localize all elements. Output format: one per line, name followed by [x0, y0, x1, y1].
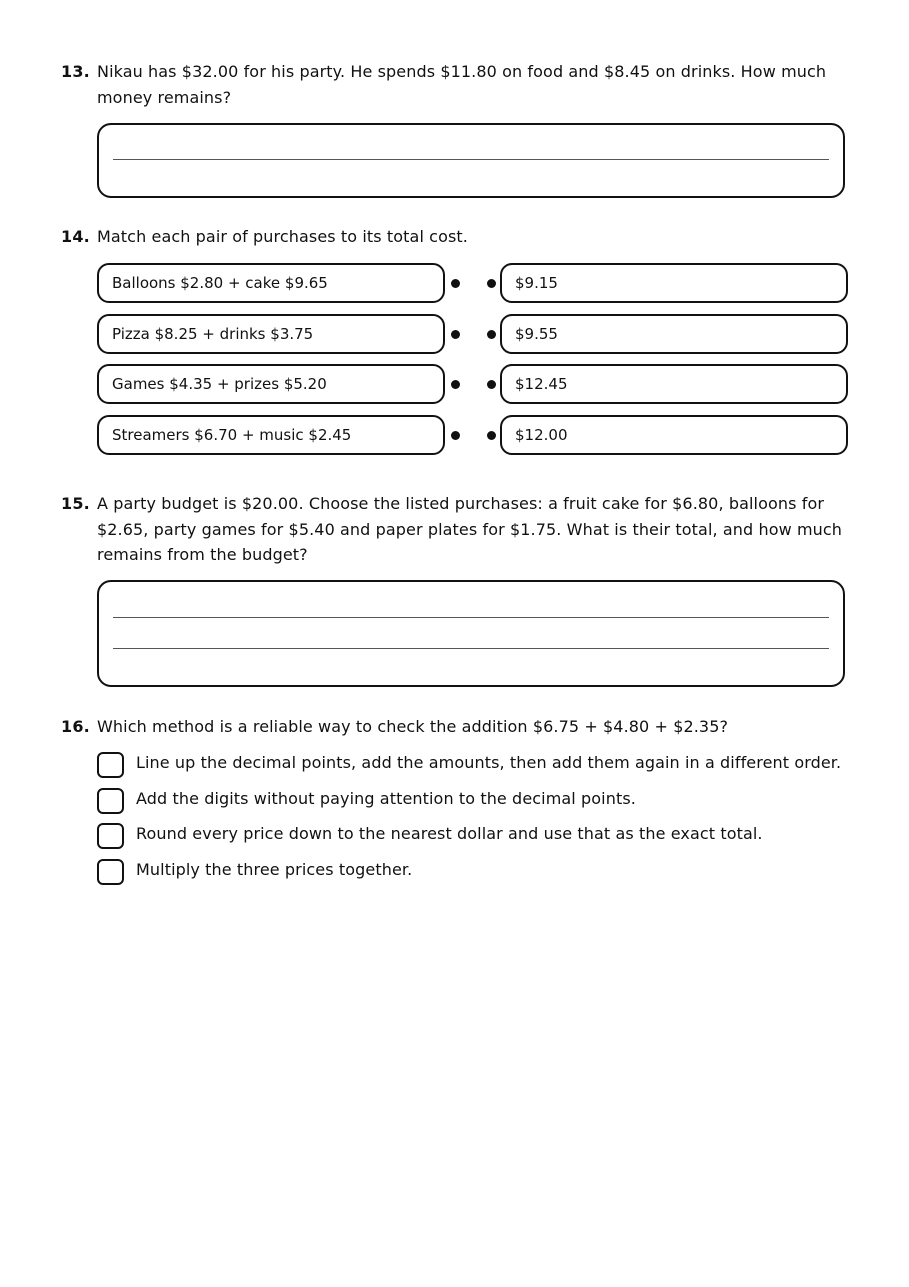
- match-left-dot-1[interactable]: [451, 279, 460, 288]
- option-1-label: Line up the decimal points, add the amounts, then add them again in a different order.: [136, 753, 842, 772]
- option-4-label: Multiply the three prices together.: [136, 860, 413, 879]
- match-right-dot-1[interactable]: [487, 279, 496, 288]
- option-2-label: Add the digits without paying attention to the decimal points.: [136, 789, 636, 808]
- question-16-text: Which method is a reliable way to check the addition $6.75 + $4.80 + $2.35?: [97, 717, 729, 736]
- question-15-answer-box[interactable]: [97, 580, 845, 687]
- option-4-checkbox[interactable]: [97, 859, 124, 885]
- option-3-checkbox[interactable]: [97, 823, 124, 849]
- question-13-answer-box[interactable]: [97, 123, 845, 198]
- match-left-item-4[interactable]: Streamers $6.70 + music $2.45: [97, 415, 445, 455]
- question-14-text: Match each pair of purchases to its total cost.: [97, 227, 468, 246]
- option-1-checkbox[interactable]: [97, 752, 124, 778]
- match-right-item-4[interactable]: $12.00: [500, 415, 848, 455]
- question-15-text: A party budget is $20.00. Choose the listed purchases: a fruit cake for $6.80, balloons for $2.65, party games for $5.40 and paper plates for $1.75. What is their total, and how much remains from the budget?: [97, 494, 843, 564]
- match-left-item-1[interactable]: Balloons $2.80 + cake $9.65: [97, 263, 445, 303]
- match-right-dot-2[interactable]: [487, 330, 496, 339]
- answer-line: [113, 159, 829, 160]
- match-left-item-2[interactable]: Pizza $8.25 + drinks $3.75: [97, 314, 445, 354]
- match-right-dot-4[interactable]: [487, 431, 496, 440]
- match-left-dot-4[interactable]: [451, 431, 460, 440]
- option-2-checkbox[interactable]: [97, 788, 124, 814]
- answer-line: [113, 648, 829, 649]
- match-left-item-3[interactable]: Games $4.35 + prizes $5.20: [97, 364, 445, 404]
- question-14-number: 14.: [61, 227, 90, 246]
- question-13-text: Nikau has $32.00 for his party. He spends $11.80 on food and $8.45 on drinks. How much money remains?: [97, 62, 827, 107]
- match-right-item-3[interactable]: $12.45: [500, 364, 848, 404]
- match-left-dot-3[interactable]: [451, 380, 460, 389]
- match-right-item-2[interactable]: $9.55: [500, 314, 848, 354]
- question-15-number: 15.: [61, 494, 90, 513]
- match-right-dot-3[interactable]: [487, 380, 496, 389]
- answer-line: [113, 617, 829, 618]
- option-3-label: Round every price down to the nearest dollar and use that as the exact total.: [136, 824, 763, 843]
- question-13-number: 13.: [61, 62, 90, 81]
- match-left-dot-2[interactable]: [451, 330, 460, 339]
- match-right-item-1[interactable]: $9.15: [500, 263, 848, 303]
- question-16-number: 16.: [61, 717, 90, 736]
